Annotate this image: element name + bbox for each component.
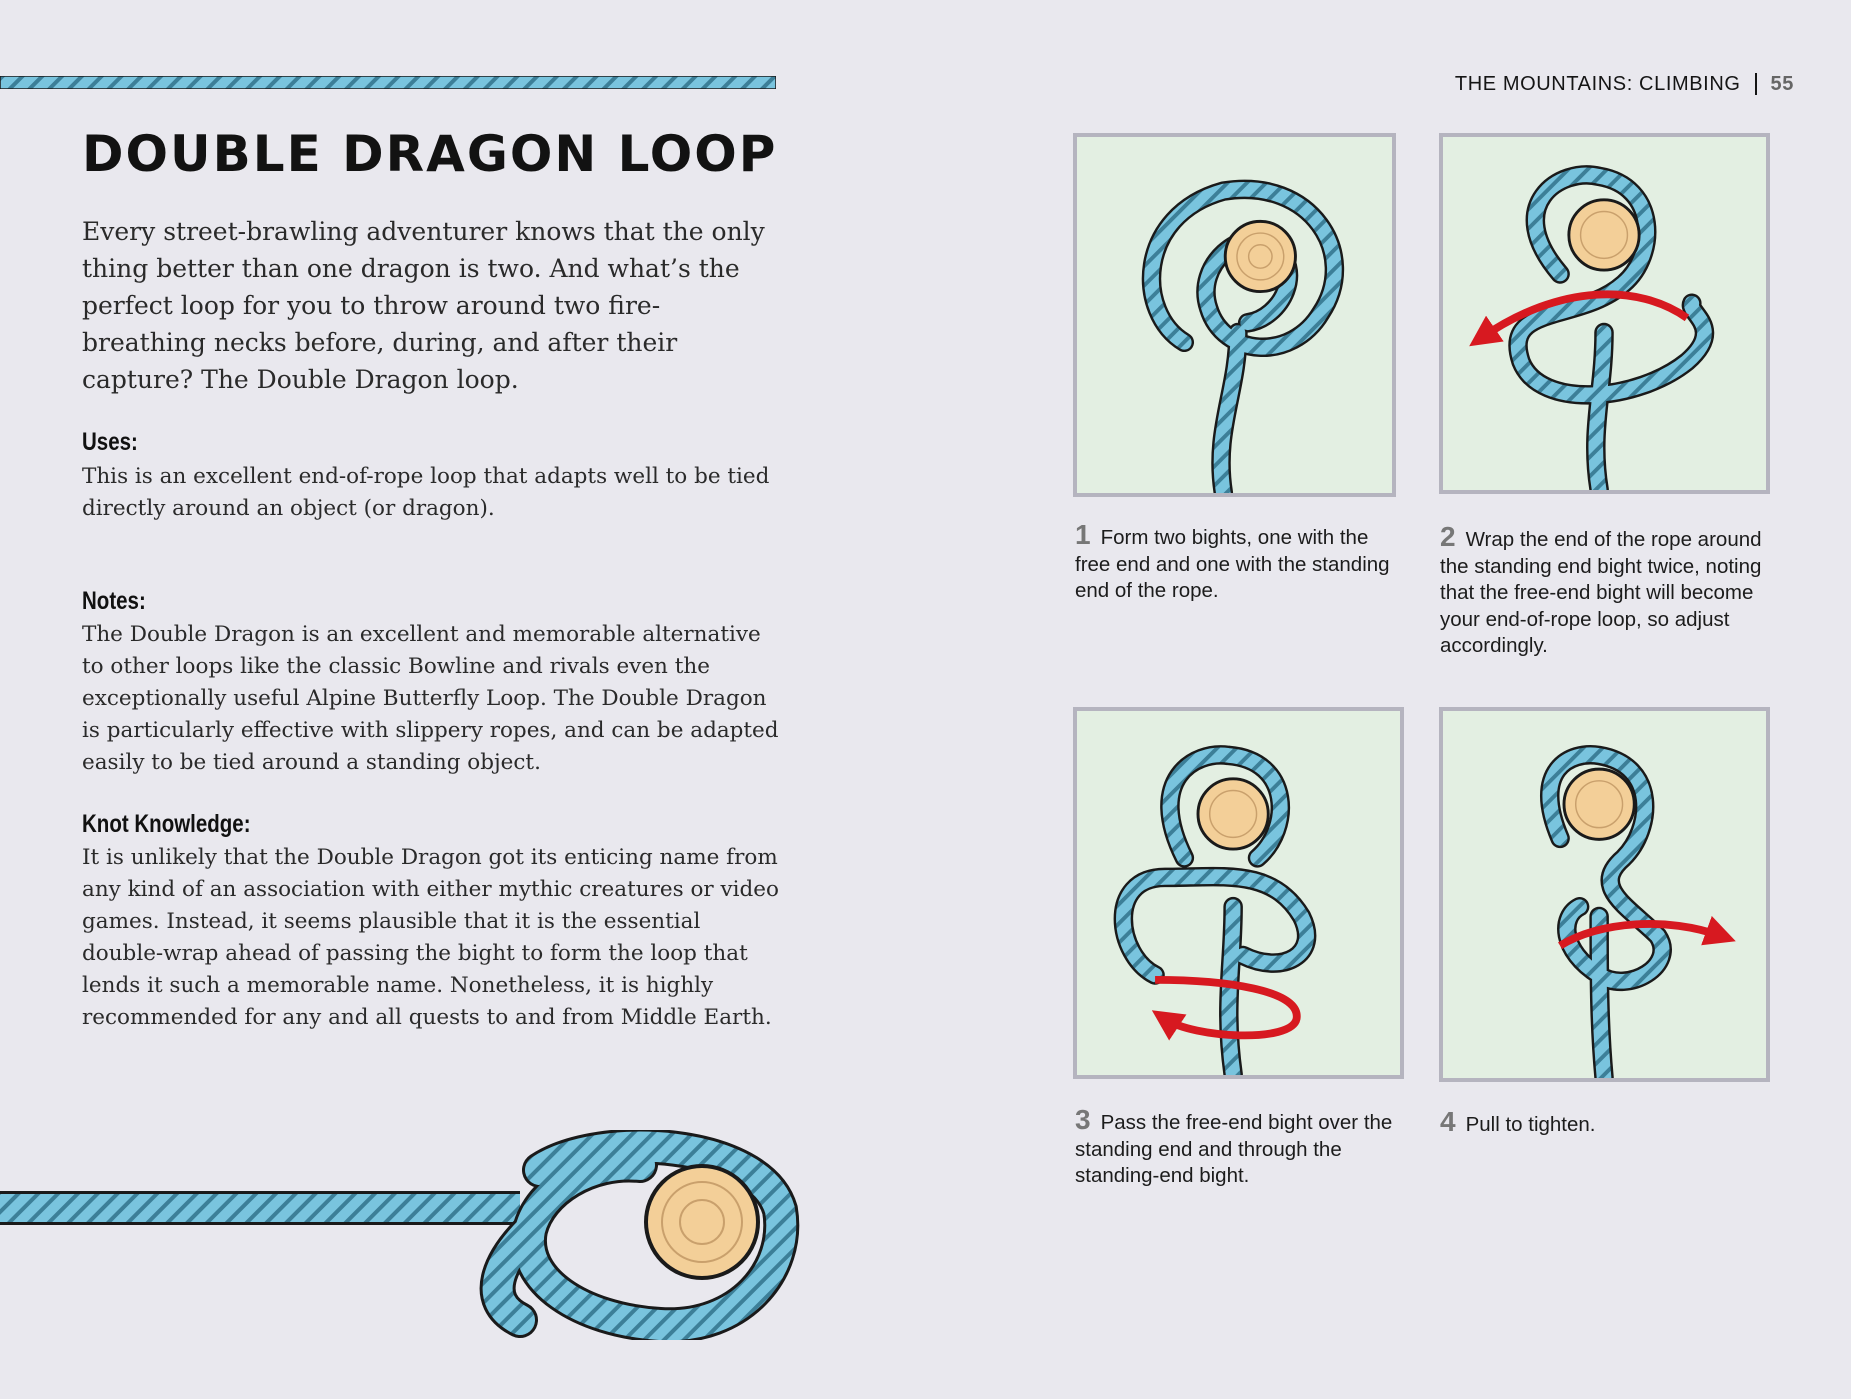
top-rope-divider xyxy=(0,76,776,89)
rope-illustration xyxy=(1443,137,1766,490)
uses-text: This is an excellent end-of-rope loop that adapts well to be tied directly around an object (or dragon). xyxy=(82,464,770,521)
finished-knot-illustration xyxy=(0,1130,810,1340)
wooden-post-icon xyxy=(1564,769,1634,839)
rope-illustration xyxy=(1077,137,1392,493)
step-number: 4 xyxy=(1440,1106,1456,1137)
step-number: 1 xyxy=(1075,519,1091,550)
running-header xyxy=(1455,70,1794,98)
step-3-illustration xyxy=(1073,707,1404,1079)
step-text: Pass the free-end bight over the standing end and through the standing-end bight. xyxy=(1075,1111,1393,1187)
step-2-illustration xyxy=(1439,133,1770,494)
header-separator xyxy=(1755,73,1757,95)
page-number: 55 xyxy=(1770,72,1794,95)
uses-heading: Uses: xyxy=(82,428,138,456)
intro-paragraph: Every street-brawling adventurer knows that the only thing better than one dragon is two. And what’s the perfect loop for you to throw around two fire-breathing necks before, during, and after their capture? The Double Dragon loop. xyxy=(82,217,765,394)
wooden-post-icon xyxy=(1198,779,1268,849)
step-4-caption xyxy=(1440,1106,1770,1139)
red-arrow-icon xyxy=(1560,924,1721,946)
knowledge-heading: Knot Knowledge: xyxy=(82,810,251,838)
wooden-post-icon xyxy=(1225,221,1295,291)
step-1-illustration xyxy=(1073,133,1396,497)
knowledge-text: It is unlikely that the Double Dragon got its enticing name from any kind of an association with either mythic creatures or video games. Instead, it seems plausible that it is the essential double-wrap ahead of passing the bight to form the loop that lends it such a memorable name. Nonetheless, it is highly recommended for any and all quests to and from Middle Earth. xyxy=(82,845,779,1030)
running-header-section: THE MOUNTAINS: CLIMBING xyxy=(1454,72,1741,95)
notes-heading: Notes: xyxy=(82,587,146,615)
wooden-post-icon xyxy=(646,1166,758,1278)
step-text: Pull to tighten. xyxy=(1465,1113,1596,1136)
wooden-post-icon xyxy=(1569,200,1639,270)
step-1-caption xyxy=(1075,519,1405,605)
step-text: Wrap the end of the rope around the standing end bight twice, noting that the free-end bight will become your end-of-rope loop, so adjust accordingly. xyxy=(1440,528,1762,657)
rope-illustration xyxy=(1077,711,1400,1075)
page-title: DOUBLE DRAGON LOOP xyxy=(82,125,778,183)
step-number: 2 xyxy=(1440,521,1456,552)
step-number: 3 xyxy=(1075,1104,1091,1135)
step-3-caption xyxy=(1075,1104,1405,1190)
step-text: Form two bights, one with the free end and one with the standing end of the rope. xyxy=(1075,526,1390,602)
step-2-caption xyxy=(1440,521,1770,660)
step-4-illustration xyxy=(1439,707,1770,1082)
notes-text: The Double Dragon is an excellent and memorable alternative to other loops like the classic Bowline and rivals even the exceptionally useful Alpine Butterfly Loop. The Double Dragon is particularly effective with slippery ropes, and can be adapted easily to be tied around a standing object. xyxy=(82,622,779,775)
rope-illustration xyxy=(1443,711,1766,1078)
